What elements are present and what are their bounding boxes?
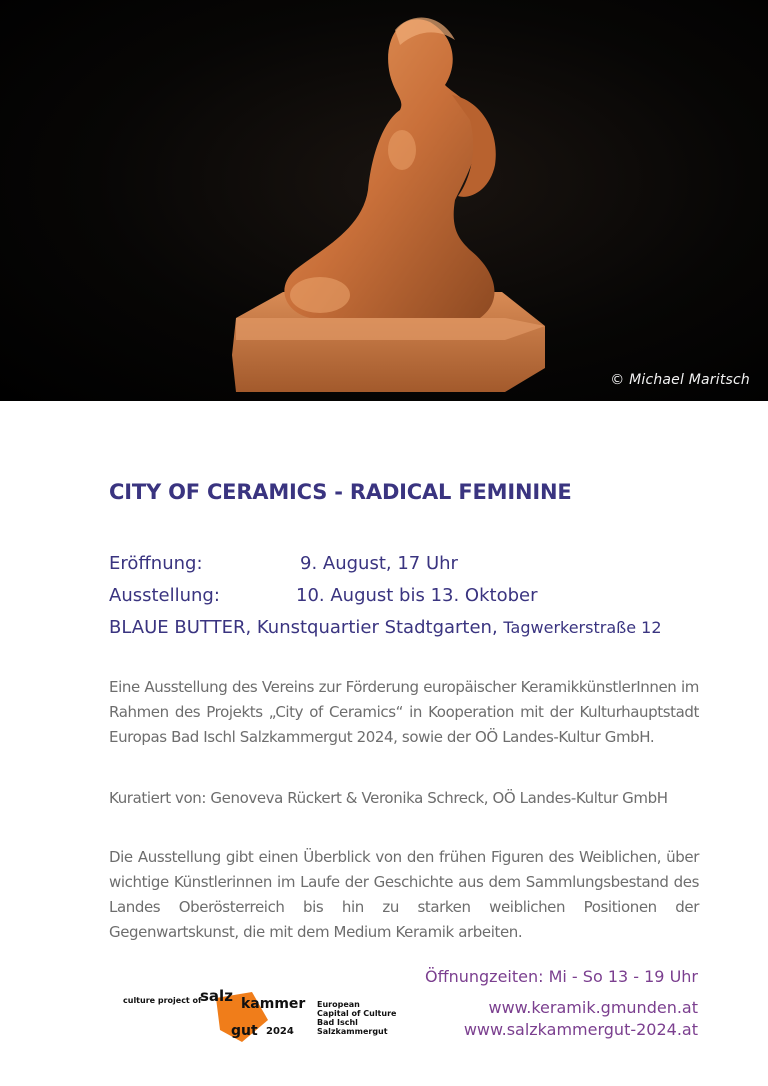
exhibition-value: 10. August bis 13. Oktober — [296, 585, 538, 606]
logo-word-salz: salz — [200, 987, 233, 1005]
paragraph-intro: Eine Ausstellung des Vereins zur Förderung europäischer KeramikkünstlerInnen im Rahmen des Projekts „City of Ceramics“ in Kooperation mit der Kulturhauptstadt Europas Bad Ischl Salzkammergut 2024, sowie der OÖ Landes-Kultur GmbH. — [109, 678, 699, 746]
website-link-salzkammergut[interactable]: www.salzkammergut-2024.at — [463, 1020, 698, 1039]
salzkammergut-logo — [118, 985, 418, 1045]
logo-ecc-text: European Capital of Culture Bad Ischl Salzkammergut — [317, 1000, 397, 1036]
logo-prefix: culture project of — [123, 996, 202, 1005]
opening-value: 9. August, 17 Uhr — [300, 553, 458, 574]
photo-credit: © Michael Maritsch — [610, 372, 750, 388]
venue-street: Tagwerkerstraße 12 — [503, 618, 662, 637]
terracotta-sculpture-image — [0, 0, 768, 401]
paragraph-curators: Kuratiert von: Genoveva Rückert & Veronika Schreck, OÖ Landes-Kultur GmbH — [109, 789, 668, 807]
sculpture-photo — [0, 0, 768, 401]
exhibition-row — [109, 585, 538, 606]
website-link-keramik[interactable]: www.keramik.gmunden.at — [488, 998, 698, 1017]
opening-row — [109, 553, 458, 574]
logo-year: 2024 — [266, 1026, 294, 1037]
exhibition-title: CITY OF CERAMICS - RADICAL FEMININE — [109, 480, 572, 504]
opening-label: Eröffnung: — [109, 553, 203, 574]
paragraph-description: Die Ausstellung gibt einen Überblick von den frühen Figuren des Weiblichen, über wichtige Künstlerinnen im Laufe der Geschichte aus dem Sammlungsbestand des Landes Oberösterreich bis hin zu starken weiblichen Positionen der Gegenwartskunst, die mit dem Medium Keramik arbeiten. — [109, 848, 699, 941]
venue-name: BLAUE BUTTER, Kunstquartier Stadtgarten, — [109, 617, 498, 638]
exhibition-label: Ausstellung: — [109, 585, 220, 606]
logo-word-kammer: kammer — [241, 996, 306, 1012]
logo-word-gut: gut — [231, 1023, 258, 1039]
opening-hours: Öffnungzeiten: Mi - So 13 - 19 Uhr — [424, 967, 698, 986]
venue-line — [109, 617, 662, 638]
